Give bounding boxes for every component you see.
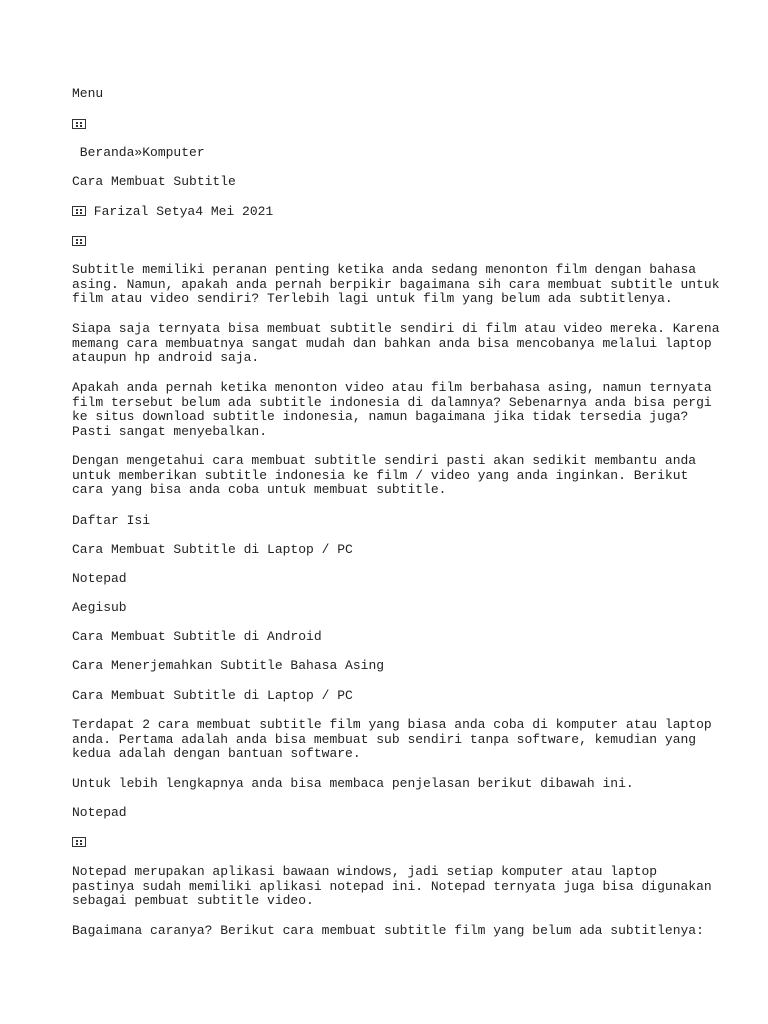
intro-paragraph: Subtitle memiliki peranan penting ketika anda sedang menonton film dengan bahasa asing. Namun, apakah anda pernah berpikir bagaimana sih cara membuat subtitle untuk film atau video sendiri? Terlebih lagi untuk film yang belum ada subtitlenya.	[72, 262, 720, 306]
menu-link[interactable]: Menu	[72, 86, 104, 101]
article-meta	[72, 205, 273, 220]
toc-item-notepad[interactable]: Notepad	[72, 571, 127, 586]
breadcrumb[interactable]: Beranda»Komputer	[72, 145, 205, 160]
toc-item-pc[interactable]: Cara Membuat Subtitle di Laptop / PC	[72, 542, 353, 557]
toc-item-translate[interactable]: Cara Menerjemahkan Subtitle Bahasa Asing	[72, 658, 385, 673]
section-heading-pc: Cara Membuat Subtitle di Laptop / PC	[72, 688, 353, 703]
section-paragraph: Untuk lebih lengkapnya anda bisa membaca penjelasan berikut dibawah ini.	[72, 776, 634, 791]
section-paragraph: Bagaimana caranya? Berikut cara membuat subtitle film yang belum ada subtitlenya:	[72, 923, 704, 938]
author-date: Farizal Setya4 Mei 2021	[86, 204, 274, 219]
section-paragraph: Notepad merupakan aplikasi bawaan windows, jadi setiap komputer atau laptop pastinya sudah memiliki aplikasi notepad ini. Notepad ternyata juga bisa digunakan sebagai pembuat subtitle video.	[72, 864, 712, 908]
intro-paragraph: Apakah anda pernah ketika menonton video atau film berbahasa asing, namun ternyata film tersebut belum ada subtitle indonesia di dalamnya? Sebenarnya anda bisa pergi ke situs download subtitle indonesia, namun bagaimana jika tidak tersedia juga? Pasti sangat menyebalkan.	[72, 380, 712, 439]
toc-item-aegisub[interactable]: Aegisub	[72, 600, 127, 615]
featured-image-placeholder-icon	[72, 235, 86, 249]
author-icon	[72, 206, 86, 216]
toc-item-android[interactable]: Cara Membuat Subtitle di Android	[72, 629, 322, 644]
notepad-image-placeholder-icon	[72, 836, 86, 850]
section-paragraph: Terdapat 2 cara membuat subtitle film yang biasa anda coba di komputer atau laptop anda. Pertama adalah anda bisa membuat sub sendiri tanpa software, kemudian yang kedua adalah dengan bantuan software.	[72, 717, 712, 761]
image-placeholder-icon	[72, 118, 86, 132]
intro-paragraph: Siapa saja ternyata bisa membuat subtitle sendiri di film atau video mereka. Karena memang cara membuatnya sangat mudah dan bahkan anda bisa mencobanya melalui laptop ataupun hp android saja.	[72, 321, 720, 365]
section-heading-notepad: Notepad	[72, 805, 127, 820]
article-title: Cara Membuat Subtitle	[72, 174, 236, 189]
intro-paragraph: Dengan mengetahui cara membuat subtitle sendiri pasti akan sedikit membantu anda untuk memberikan subtitle indonesia ke film / video yang anda inginkan. Berikut cara yang bisa anda coba untuk membuat subtitle.	[72, 453, 697, 497]
toc-heading[interactable]: Daftar Isi	[72, 513, 151, 528]
